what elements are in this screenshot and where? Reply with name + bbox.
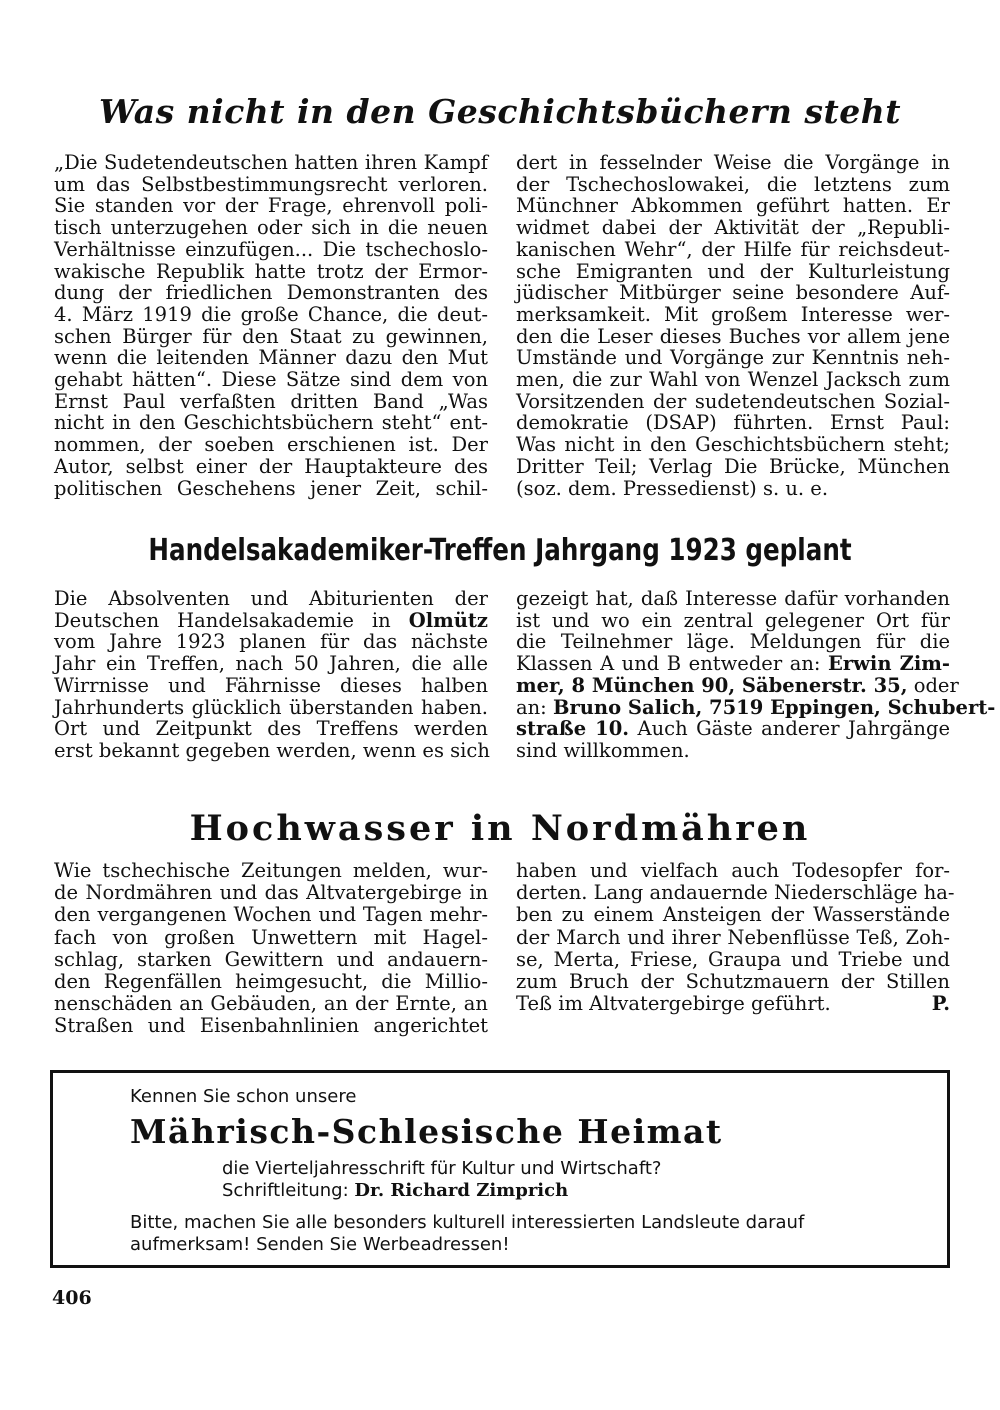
text-line: gehabt hätten“. Diese Sätze sind dem von bbox=[54, 368, 488, 392]
text-line: politischen Geschehens jener Zeit, schil- bbox=[54, 476, 488, 500]
article-3-right-column bbox=[516, 859, 955, 1016]
text-line bbox=[54, 610, 488, 632]
place-name-olmuetz: Olmütz bbox=[408, 608, 488, 632]
text-fragment: Deutschen Handelsakademie in bbox=[54, 608, 391, 632]
text-line: 4. März 1919 die große Chance, die deut- bbox=[54, 302, 488, 326]
article-1-title: Was nicht in den Geschichtsbüchern steht bbox=[99, 92, 901, 131]
text-line: zum Bruch der Schutzmauern der Stillen bbox=[516, 970, 950, 994]
text-line: Ernst Paul verfaßten dritten Band „Was bbox=[54, 389, 488, 413]
text-line: Vorsitzenden der sudetendeutschen Sozial- bbox=[516, 389, 950, 413]
text-line: dung der friedlichen Demonstranten des bbox=[54, 281, 488, 305]
text-fragment: Teß im Altvatergebirge geführt. bbox=[516, 992, 831, 1016]
text-line: nommen, der soeben erschienen ist. Der bbox=[54, 433, 488, 457]
text-line: ist und wo ein zentral gelegener Ort für bbox=[516, 608, 950, 632]
text-line: sind willkommen. bbox=[516, 738, 690, 762]
article-2-title: Handelsakademiker-Treffen Jahrgang 1923 geplant bbox=[148, 533, 852, 568]
contact-address: mer, 8 München 90, Säbenerstr. 35, bbox=[516, 673, 908, 697]
text-line bbox=[516, 695, 996, 719]
text-line: wenn die leitenden Männer dazu den Mut bbox=[54, 346, 488, 370]
text-line bbox=[516, 718, 950, 740]
text-line: nicht in den Geschichtsbüchern steht“ ent- bbox=[54, 411, 488, 435]
text-line bbox=[516, 993, 950, 1015]
text-line: haben und vielfach auch Todesopfer for- bbox=[516, 859, 950, 882]
text-line: Was nicht in den Geschichtsbüchern steht; bbox=[516, 433, 950, 457]
text-line: um das Selbstbestimmungsrecht verloren. bbox=[54, 172, 488, 196]
contact-name: Erwin Zim- bbox=[828, 652, 950, 676]
text-fragment: Klassen A und B entweder an: bbox=[516, 652, 821, 676]
editor-name: Dr. Richard Zimprich bbox=[354, 1180, 569, 1201]
text-line: widmet dabei der Aktivität der „Republi- bbox=[516, 216, 950, 240]
advert-editor bbox=[222, 1180, 568, 1201]
text-line: Wie tschechische Zeitungen melden, wur- bbox=[54, 859, 488, 882]
text-line: schen Bürger für den Staat zu gewinnen, bbox=[54, 324, 488, 348]
text-line: Verhältnisse einzufügen... Die tschechoslo- bbox=[54, 237, 488, 261]
text-line: se, Merta, Friese, Graupa und Triebe und bbox=[516, 947, 950, 971]
text-line: jüdischer Mitbürger seine besondere Auf- bbox=[516, 281, 950, 305]
text-fragment: Auch Gäste anderer Jahrgänge bbox=[637, 717, 950, 741]
text-line: derten. Lang andauernde Niederschläge ha- bbox=[516, 881, 955, 905]
text-line: ben zu einem Ansteigen der Wasserstände bbox=[516, 903, 950, 927]
text-line: Straßen und Eisenbahnlinien angerichtet bbox=[54, 1014, 488, 1038]
text-line: den Regenfällen heimgesucht, die Millio- bbox=[54, 970, 488, 994]
text-line: sche Emigranten und der Kulturleistung bbox=[516, 259, 950, 283]
text-line: fach von großen Unwettern mit Hagel- bbox=[54, 925, 488, 949]
text-line: Sie standen vor der Frage, ehrenvoll poli- bbox=[54, 194, 488, 218]
article-3-title: Hochwasser in Nordmähren bbox=[189, 808, 811, 849]
text-line: merksamkeit. Mit großem Interesse wer- bbox=[516, 302, 950, 326]
text-line: vom Jahre 1923 planen für das nächste bbox=[54, 630, 488, 654]
text-line: der March und ihrer Nebenflüsse Teß, Zoh- bbox=[516, 925, 950, 949]
text-line: wakische Republik hatte trotz der Ermor- bbox=[54, 259, 488, 283]
text-line: nenschäden an Gebäuden, an der Ernte, an bbox=[54, 992, 488, 1016]
text-line: Ort und Zeitpunkt des Treffens werden bbox=[54, 717, 488, 741]
text-line: Münchner Abkommen geführt hatten. Er bbox=[516, 194, 950, 218]
advert-subtitle: die Vierteljahresschrift für Kultur und Wirtschaft? bbox=[222, 1158, 662, 1179]
advert-title: Mährisch-Schlesische Heimat bbox=[130, 1112, 723, 1151]
text-line: Wirrnisse und Fährnisse dieses halben bbox=[54, 673, 488, 697]
advert-note-line: aufmerksam! Senden Sie Werbeadressen! bbox=[130, 1234, 510, 1255]
text-line: (soz. dem. Pressedienst) s. u. e. bbox=[516, 476, 829, 500]
text-line: Umstände und Vorgänge zur Kenntnis neh- bbox=[516, 346, 950, 370]
text-line: den die Leser dieses Buches vor allem jene bbox=[516, 324, 950, 348]
article-3-left-column bbox=[54, 860, 488, 1038]
text-line: erst bekannt gegeben werden, wenn es sich bbox=[54, 738, 490, 762]
text-line: der Tschechoslowakei, die letztens zum bbox=[516, 172, 950, 196]
text-line: Autor, selbst einer der Hauptakteure des bbox=[54, 454, 488, 478]
text-fragment: an: bbox=[516, 695, 547, 719]
contact-name: Bruno Salich, 7519 Eppingen, Schubert- bbox=[552, 695, 996, 719]
article-1-right-column bbox=[516, 152, 950, 499]
text-line: tisch unterzugehen oder sich in die neuen bbox=[54, 216, 488, 240]
text-line: Die Absolventen und Abiturienten der bbox=[54, 587, 488, 610]
page-number: 406 bbox=[52, 1287, 92, 1309]
text-line: kanischen Wehr“, der Hilfe für reichsdeut- bbox=[516, 237, 950, 261]
text-line: dert in fesselnder Weise die Vorgänge in bbox=[516, 151, 950, 174]
advert-note-line: Bitte, machen Sie alle besonders kulturell interessierten Landsleute darauf bbox=[130, 1212, 805, 1233]
text-fragment: oder bbox=[913, 673, 959, 697]
text-line: den vergangenen Wochen und Tagen mehr- bbox=[54, 903, 488, 927]
text-line: de Nordmähren und das Altvatergebirge in bbox=[54, 881, 488, 905]
advert-intro: Kennen Sie schon unsere bbox=[130, 1086, 357, 1107]
contact-address: straße 10. bbox=[516, 717, 630, 741]
text-line: Dritter Teil; Verlag Die Brücke, München bbox=[516, 454, 950, 478]
text-line: men, die zur Wahl von Wenzel Jacksch zum bbox=[516, 368, 950, 392]
article-2-right-column bbox=[516, 587, 996, 762]
author-initial: P. bbox=[931, 992, 950, 1016]
text-line: gezeigt hat, daß Interesse dafür vorhanden bbox=[516, 587, 950, 610]
text-line: die Teilnehmer läge. Meldungen für die bbox=[516, 630, 950, 654]
editor-label: Schriftleitung: bbox=[222, 1180, 349, 1201]
text-line: Jahr ein Treffen, nach 50 Jahren, die alle bbox=[54, 652, 488, 676]
text-line bbox=[516, 673, 959, 697]
article-2-left-column bbox=[54, 588, 488, 762]
article-1-left-column bbox=[54, 152, 488, 499]
text-line: schlag, starken Gewittern und andauern- bbox=[54, 947, 488, 971]
text-line: Jahrhunderts glücklich überstanden haben. bbox=[54, 695, 488, 719]
text-line: „Die Sudetendeutschen hatten ihren Kampf bbox=[54, 151, 488, 174]
text-line: demokratie (DSAP) führten. Ernst Paul: bbox=[516, 411, 950, 435]
text-line bbox=[516, 653, 950, 675]
